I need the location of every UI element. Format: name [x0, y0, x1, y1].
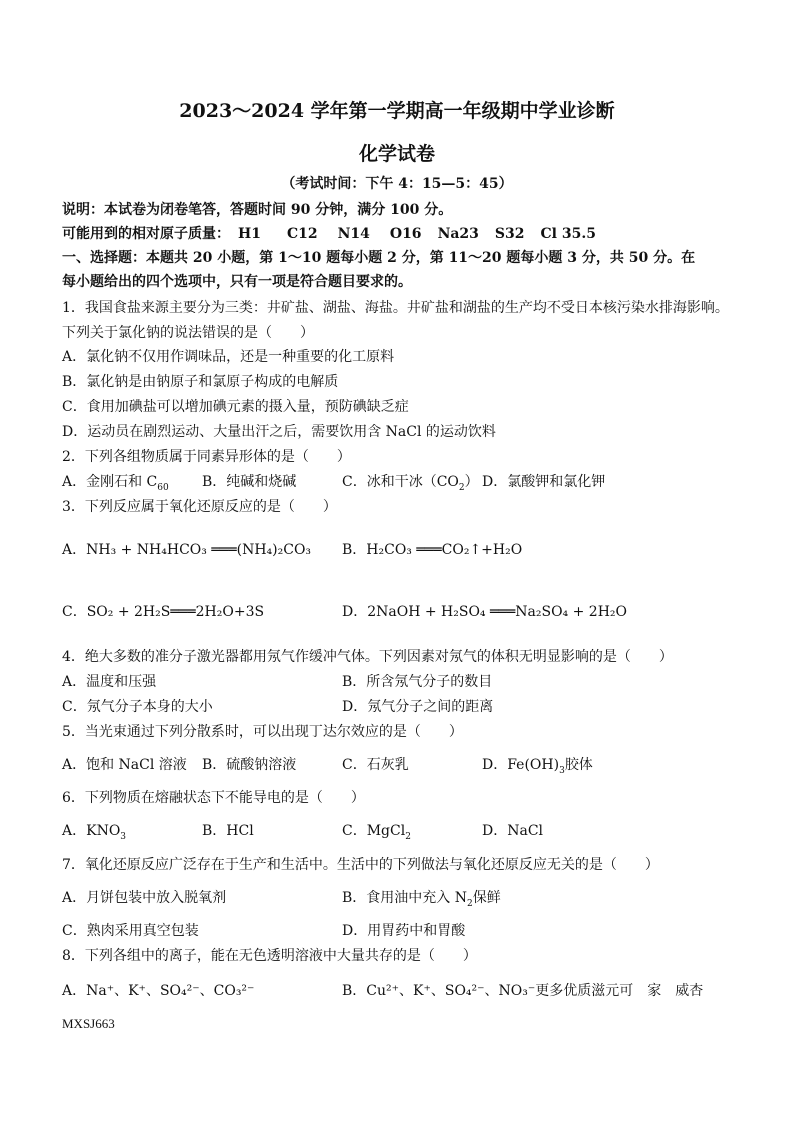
q2-option-a-sub: 60	[157, 482, 169, 493]
q6-option-d: D．NaCl	[482, 823, 544, 839]
q6-option-a	[62, 822, 126, 840]
atomic-mass-na: Na23	[437, 226, 479, 242]
q7-option-a: A．月饼包装中放入脱氧剂	[62, 890, 227, 906]
q8-option-b: B．Cu²⁺、K⁺、SO₄²⁻、NO₃⁻更多优质滋元可 家 威杏	[342, 983, 704, 999]
q5-option-c: C．石灰乳	[342, 757, 409, 773]
q1-option-c: C．食用加碘盐可以增加碘元素的摄入量，预防碘缺乏症	[62, 399, 409, 415]
atomic-mass-h: H1	[238, 226, 261, 242]
section1-heading-1: 一、选择题：本题共 20 小题，第 1～10 题每小题 2 分，第 11～20 题每小题 3 分，共 50 分。在	[62, 250, 696, 266]
q2-option-c-post: ）	[464, 474, 479, 490]
q1-option-d: D．运动员在剧烈运动、大量出汗之后，需要饮用含 NaCl 的运动饮料	[62, 424, 496, 440]
q5-option-d-text: D．Fe(OH)	[482, 757, 560, 773]
q1-stem-2: 下列关于氯化钠的说法错误的是（ ）	[62, 325, 314, 341]
q7-option-b	[342, 889, 501, 907]
q2-option-a-text: A．金刚石和 C	[62, 474, 158, 490]
q4-stem: 4．绝大多数的准分子激光器都用氖气作缓冲气体。下列因素对氖气的体积无明显影响的是（ ）	[62, 649, 673, 665]
q6-option-c	[342, 822, 411, 840]
q5-stem: 5．当光束通过下列分散系时，可以出现丁达尔效应的是（ ）	[62, 724, 463, 740]
q5-option-d-sub: 3	[559, 765, 565, 776]
q4-option-a: A．温度和压强	[62, 674, 157, 690]
q4-option-d: D．氖气分子之间的距离	[342, 699, 494, 715]
q3-stem: 3．下列反应属于氧化还原反应的是（ ）	[62, 499, 337, 515]
q5-option-a: A．饱和 NaCl 溶液	[62, 757, 187, 773]
q3-option-a: A．NH₃ + NH₄HCO₃ ═══(NH₄)₂CO₃	[62, 542, 312, 558]
q7-option-b-post: 保鲜	[472, 890, 501, 906]
q2-option-c	[342, 473, 479, 491]
q7-option-d: D．用胃药中和胃酸	[342, 923, 466, 939]
q6-option-c-text: C．MgCl	[342, 823, 406, 839]
q2-option-d: D．氯酸钾和氯化钾	[482, 474, 606, 490]
q2-option-b: B．纯碱和烧碱	[202, 474, 297, 490]
atomic-mass-s: S32	[494, 226, 525, 242]
q1-option-a: A．氯化钠不仅用作调味品，还是一种重要的化工原料	[62, 349, 395, 365]
q3-option-b: B．H₂CO₃ ═══CO₂↑+H₂O	[342, 542, 523, 558]
q7-option-c: C．熟肉采用真空包装	[62, 923, 199, 939]
section1-heading-2: 每小题给出的四个选项中，只有一项是符合题目要求的。	[62, 274, 412, 290]
exam-title: 2023～2024 学年第一学期高一年级期中学业诊断	[179, 100, 615, 122]
q6-option-b: B．HCl	[202, 823, 254, 839]
atomic-mass-n: N14	[337, 226, 370, 242]
q2-option-c-sub: 2	[458, 482, 465, 493]
q2-option-a	[62, 473, 169, 491]
q6-option-c-sub: 2	[405, 831, 411, 842]
q1-option-b: B．氯化钠是由钠原子和氯原子构成的电解质	[62, 374, 339, 390]
q1-stem-1: 1．我国食盐来源主要分为三类：井矿盐、湖盐、海盐。井矿盐和湖盐的生产均不受日本核污染水排海影响。	[62, 300, 729, 316]
exam-time: （考试时间：下午 4：15—5：45）	[281, 176, 513, 192]
q8-option-a: A．Na⁺、K⁺、SO₄²⁻、CO₃²⁻	[62, 983, 255, 999]
paper-code: MXSJ663	[62, 1016, 115, 1031]
q5-option-b: B．硫酸钠溶液	[202, 757, 297, 773]
subject-title: 化学试卷	[358, 143, 435, 165]
atomic-mass-label: 可能用到的相对原子质量：	[62, 226, 230, 242]
q5-option-d	[482, 756, 593, 774]
q7-stem: 7．氧化还原反应广泛存在于生产和生活中。生活中的下列做法与氧化还原反应无关的是（ ）	[62, 857, 659, 873]
q6-option-a-sub: 3	[120, 831, 127, 842]
instructions: 说明：本试卷为闭卷笔答，答题时间 90 分钟，满分 100 分。	[62, 202, 453, 218]
q6-stem: 6．下列物质在熔融状态下不能导电的是（ ）	[62, 790, 365, 806]
q7-option-b-text: B．食用油中充入 N	[342, 890, 467, 906]
q6-option-a-text: A．KNO	[62, 823, 121, 839]
q5-option-d-post: 胶体	[564, 757, 593, 773]
q2-stem: 2．下列各组物质属于同素异形体的是（ ）	[62, 449, 351, 465]
q7-option-b-sub: 2	[467, 898, 473, 909]
q2-option-c-text: C．冰和干冰（CO	[342, 474, 459, 490]
q4-option-b: B．所含氖气分子的数目	[342, 674, 493, 690]
atomic-mass-line	[62, 225, 596, 243]
atomic-mass-c: C12	[286, 226, 318, 242]
q8-stem: 8．下列各组中的离子，能在无色透明溶液中大量共存的是（ ）	[62, 948, 477, 964]
atomic-mass-o: O16	[389, 226, 422, 242]
q3-option-c: C．SO₂ + 2H₂S═══2H₂O+3S	[62, 604, 265, 620]
q4-option-c: C．氖气分子本身的大小	[62, 699, 213, 715]
q3-option-d: D．2NaOH + H₂SO₄ ═══Na₂SO₄ + 2H₂O	[342, 604, 628, 620]
atomic-mass-cl: Cl 35.5	[540, 226, 596, 242]
